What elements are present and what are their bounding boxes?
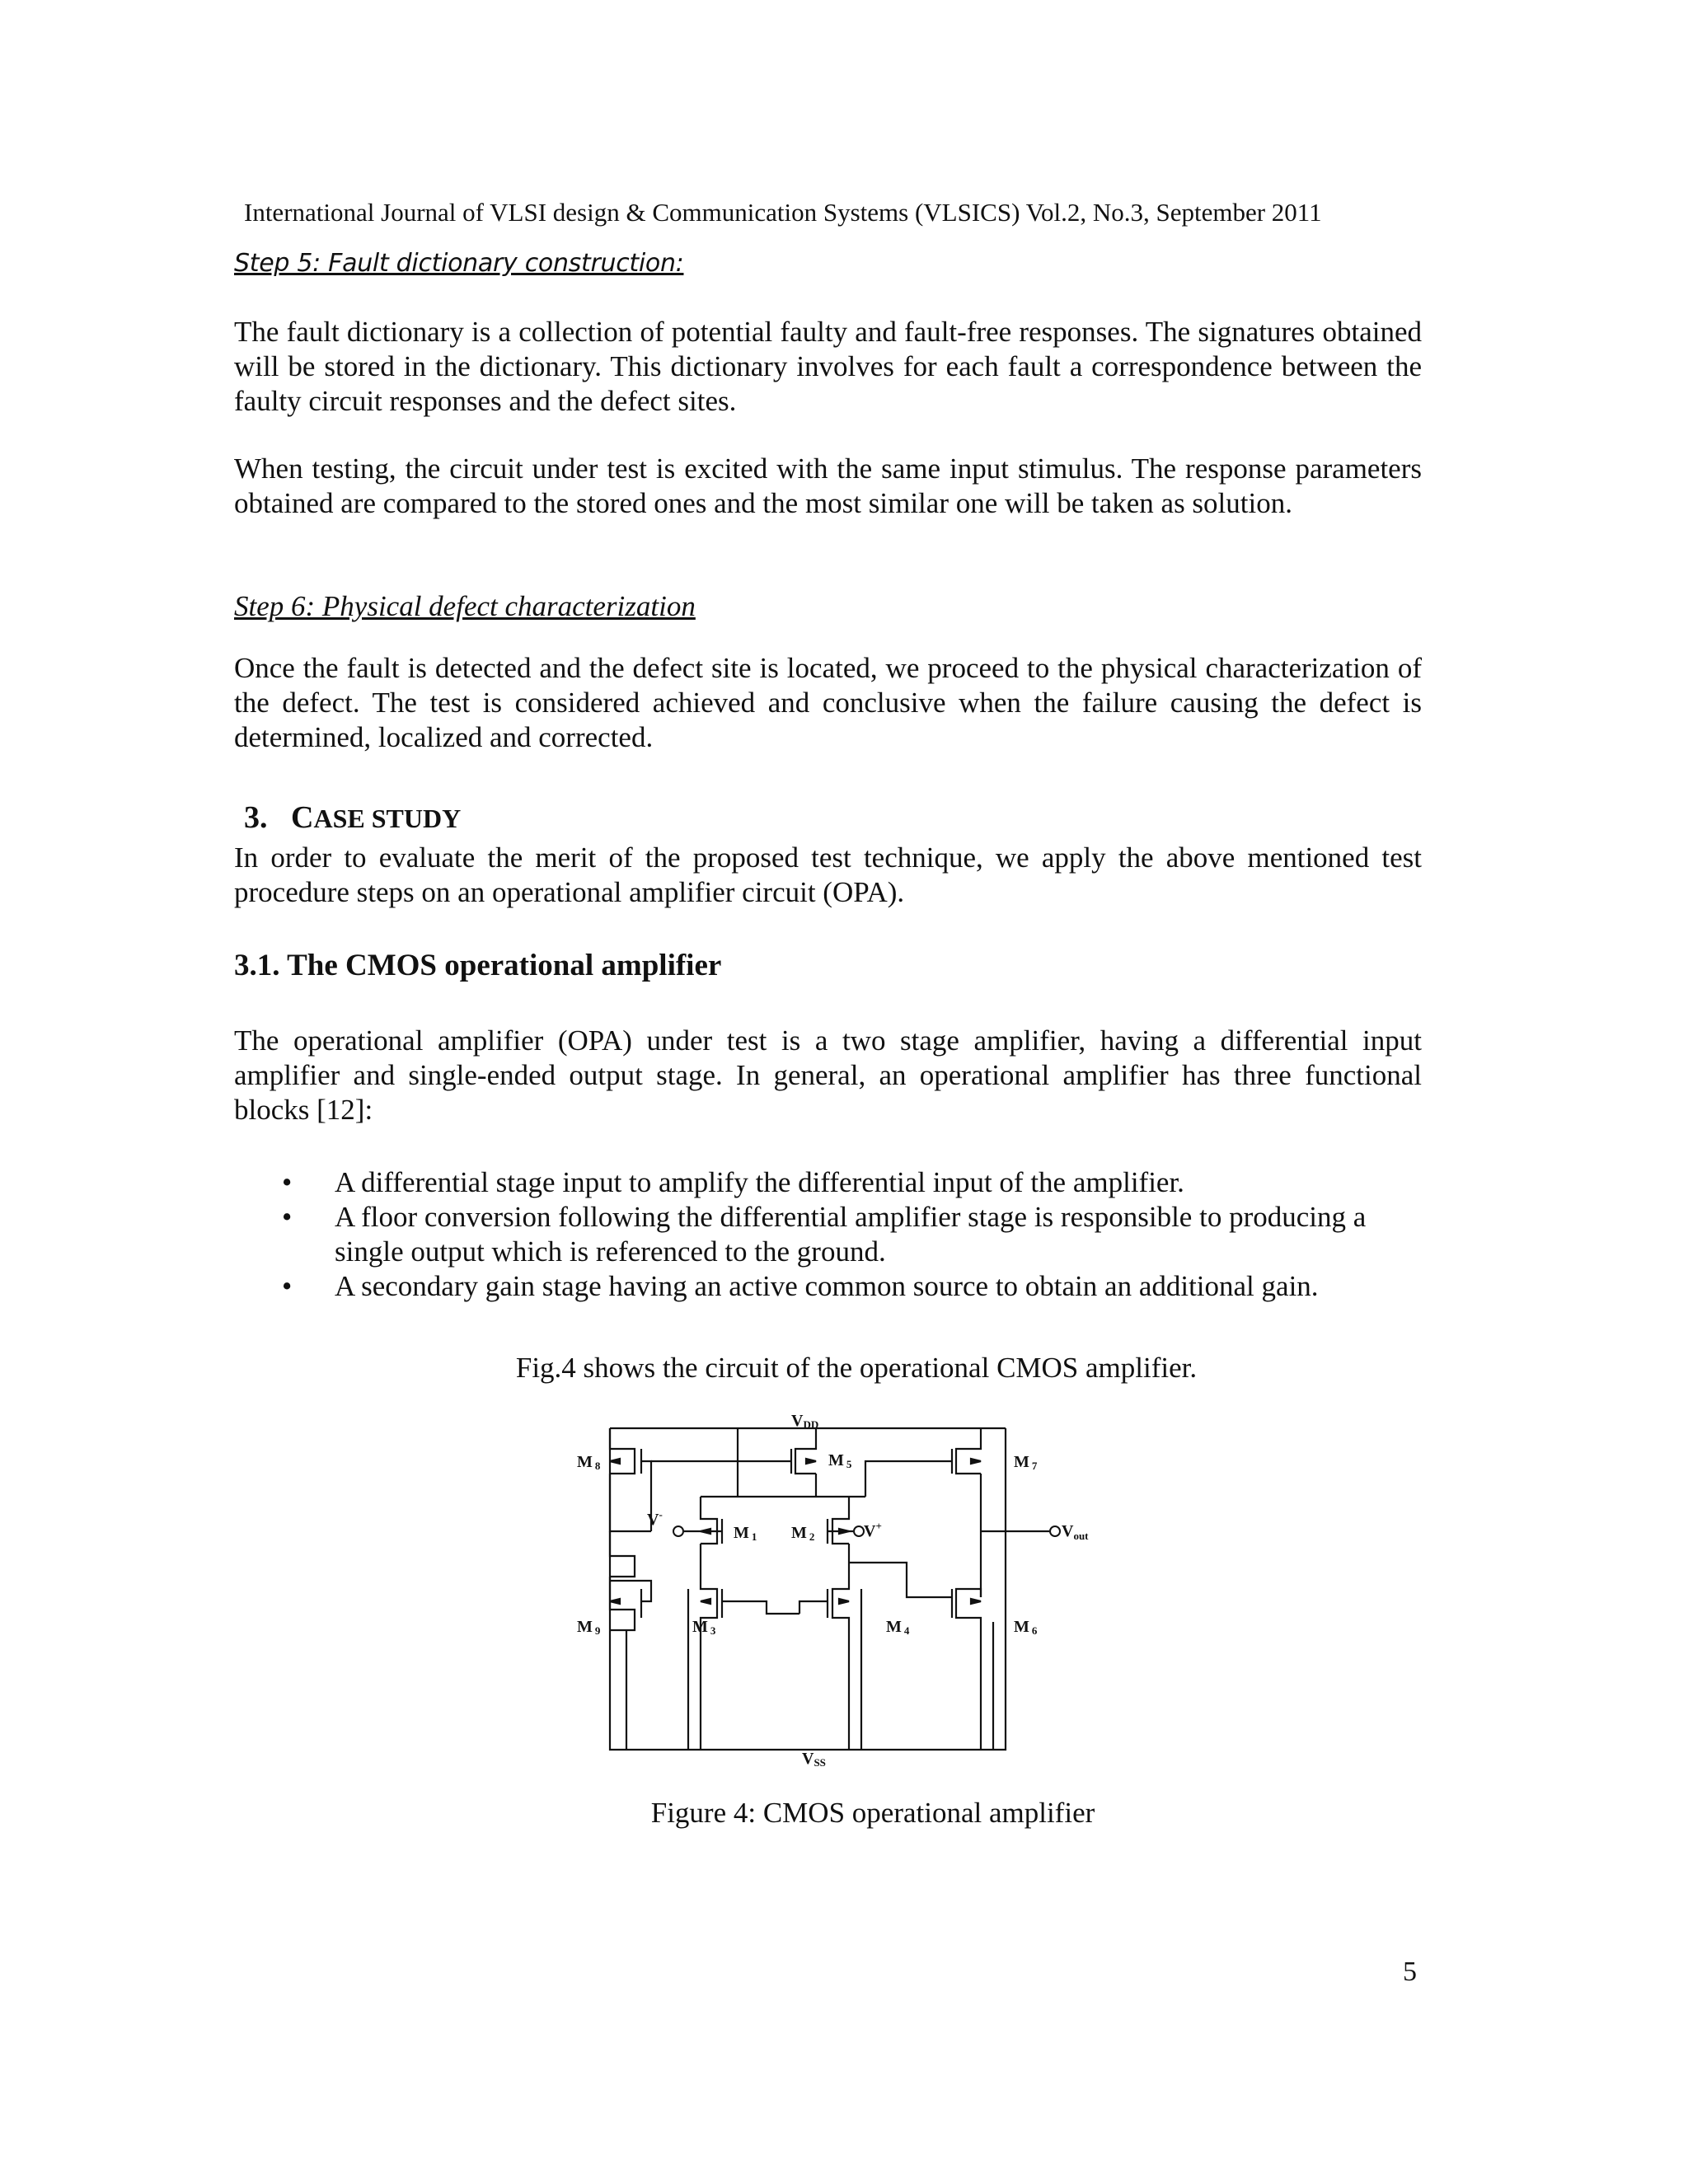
vplus-label: V+	[864, 1520, 882, 1540]
vminus-terminal-icon	[673, 1526, 683, 1536]
section-intro: In order to evaluate the merit of the proposed test technique, we apply the above mentioned test procedure steps on an operational amplifier circuit (OPA).	[234, 841, 1422, 908]
journal-header: International Journal of VLSI design & Communication Systems (VLSICS) Vol.2, No.3, September 2011	[244, 198, 1322, 227]
step6-heading: Step 6: Physical defect characterization	[234, 590, 696, 622]
vout-terminal-icon	[1050, 1526, 1060, 1536]
functional-blocks-list	[234, 1165, 1422, 1304]
vminus-label: V-	[647, 1508, 663, 1529]
transistor-m4-label: M 4	[886, 1618, 910, 1637]
transistor-m5-label: M 5	[828, 1451, 852, 1470]
circuit-wires	[610, 1428, 1049, 1750]
list-item-text: A secondary gain stage having an active common source to obtain an additional gain.	[335, 1270, 1319, 1302]
step5-paragraph-1: The fault dictionary is a collection of potential faulty and fault-free responses. The signatures obtained will be stored in the dictionary. This dictionary involves for each fault a correspondence between the faulty circuit responses and the defect sites.	[234, 316, 1422, 417]
vout-label: $V_{out}$	[1062, 1522, 1089, 1542]
transistor-m7-label: M 7	[1014, 1453, 1038, 1472]
step5-paragraph-2: When testing, the circuit under test is excited with the same input stimulus. The response parameters obtained are compared to the stored ones and the most similar one will be taken as solution.	[234, 452, 1422, 519]
transistor-m2-label: M 2	[791, 1524, 815, 1543]
bullet-icon: •	[282, 1201, 293, 1233]
transistor-m6-label: M 6	[1014, 1618, 1038, 1637]
transistor-m8-label: M 8	[577, 1453, 601, 1472]
transistor-m3-label: M 3	[692, 1618, 716, 1637]
list-item	[234, 1269, 1422, 1304]
transistor-m9-label: M 9	[577, 1618, 601, 1637]
figure-reference: Fig.4 shows the circuit of the operational CMOS amplifier.	[515, 1352, 1198, 1384]
vdd-label: VDD	[791, 1412, 819, 1431]
vss-label: VSS	[802, 1750, 826, 1769]
step5-heading: Step 5: Fault dictionary construction:	[234, 249, 684, 278]
section-heading	[244, 799, 461, 836]
step6-paragraph: Once the fault is detected and the defect site is located, we proceed to the physical characterization of the defect. The test is considered achieved and conclusive when the failure causing the defect is determined, localized and corrected.	[234, 652, 1422, 753]
subsection-paragraph: The operational amplifier (OPA) under test is a two stage amplifier, having a differential input amplifier and single-ended output stage. In general, an operational amplifier has three functional blocks [12]:	[234, 1024, 1422, 1126]
vplus-terminal-icon	[854, 1526, 864, 1536]
section-title-rest: ASE STUDY	[313, 804, 462, 833]
figure-caption: Figure 4: CMOS operational amplifier	[650, 1797, 1095, 1829]
bullet-icon: •	[282, 1166, 293, 1198]
list-item	[234, 1200, 1422, 1269]
page-number: 5	[1403, 1957, 1417, 1987]
subsection-heading: 3.1. The CMOS operational amplifier	[234, 949, 722, 982]
transistor-m1-label: M 1	[734, 1524, 757, 1543]
list-item	[234, 1165, 1422, 1200]
list-item-text: A floor conversion following the differential amplifier stage is responsible to producing a single output which is referenced to the ground.	[335, 1201, 1367, 1268]
section-title-initial: C	[291, 800, 314, 835]
bullet-icon: •	[282, 1270, 293, 1302]
cmos-opamp-circuit-diagram	[569, 1412, 1113, 1769]
list-item-text: A differential stage input to amplify the differential input of the amplifier.	[335, 1166, 1184, 1198]
section-number: 3.	[244, 800, 268, 835]
